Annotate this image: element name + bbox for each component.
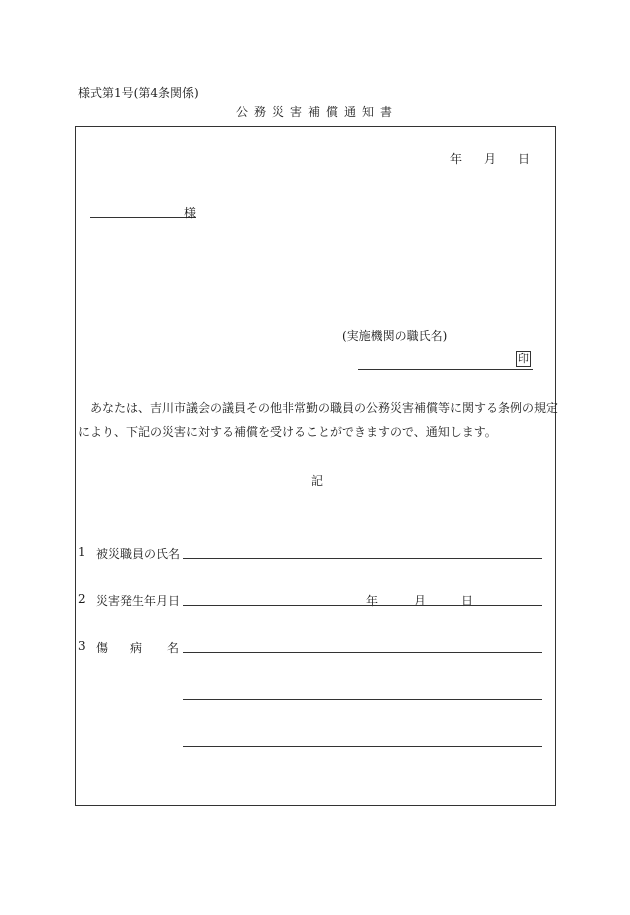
date-year-label: 年 [450, 152, 463, 166]
item-3-label-char-3: 名 [167, 641, 180, 655]
issuer-label: (実施機関の職氏名) [342, 329, 448, 343]
item-1-input-line[interactable] [183, 558, 542, 559]
item-2-day-label: 日 [461, 594, 474, 608]
item-3-number: 3 [78, 639, 86, 653]
item-3-input-line-2[interactable] [183, 699, 542, 700]
item-3-label-char-1: 傷 [96, 641, 109, 655]
item-1-label: 被災職員の氏名 [96, 547, 181, 561]
date-month-label: 月 [484, 152, 497, 166]
document-title: 公務災害補償通知書 [236, 105, 399, 119]
item-3-input-line-3[interactable] [183, 746, 542, 747]
body-text-line-2: により、下記の災害に対する補償を受けることができますので、通知します。 [78, 425, 497, 439]
body-text-line-1: あなたは、吉川市議会の議員その他非常勤の職員の公務災害補償等に関する条例の規定 [90, 401, 559, 415]
issuer-name-line[interactable] [358, 369, 533, 370]
form-number: 様式第1号(第4条関係) [78, 86, 199, 100]
addressee-line[interactable] [90, 217, 196, 218]
item-3-input-line-1[interactable] [183, 652, 542, 653]
item-2-number: 2 [78, 592, 86, 606]
ki-heading: 記 [311, 474, 324, 488]
item-3-label-char-2: 病 [130, 641, 143, 655]
date-day-label: 日 [518, 152, 531, 166]
item-1-number: 1 [78, 545, 86, 559]
item-2-label: 災害発生年月日 [96, 594, 181, 608]
item-2-year-label: 年 [366, 594, 379, 608]
item-2-input-line[interactable] [183, 605, 542, 606]
addressee-suffix: 様 [184, 206, 197, 220]
form-frame [75, 126, 559, 806]
seal-mark: 印 [518, 352, 529, 365]
item-2-month-label: 月 [414, 594, 427, 608]
